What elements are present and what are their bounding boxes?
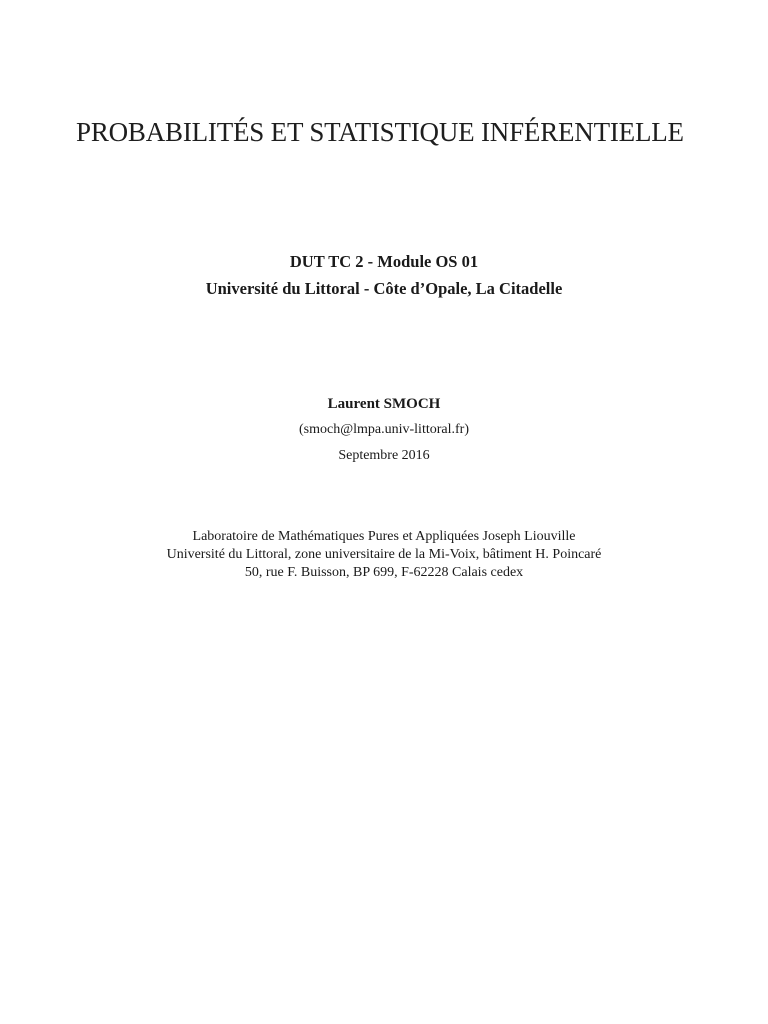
document-date: Septembre 2016 bbox=[338, 448, 430, 463]
laboratory-address: 50, rue F. Buisson, BP 699, F-62228 Calais cedex bbox=[244, 565, 524, 580]
author-name: Laurent SMOCH bbox=[327, 396, 441, 412]
laboratory-name: Laboratoire de Mathématiques Pures et Appliquées Joseph Liouville bbox=[192, 529, 576, 544]
university-name: Université du Littoral - Côte d’Opale, La Citadelle bbox=[205, 279, 563, 298]
document-title: PROBABILITÉS ET STATISTIQUE INFÉRENTIELLE bbox=[76, 117, 684, 147]
author-email: (smoch@lmpa.univ-littoral.fr) bbox=[299, 422, 469, 437]
course-module: DUT TC 2 - Module OS 01 bbox=[289, 252, 479, 271]
laboratory-campus: Université du Littoral, zone universitaire de la Mi-Voix, bâtiment H. Poincaré bbox=[166, 547, 602, 562]
